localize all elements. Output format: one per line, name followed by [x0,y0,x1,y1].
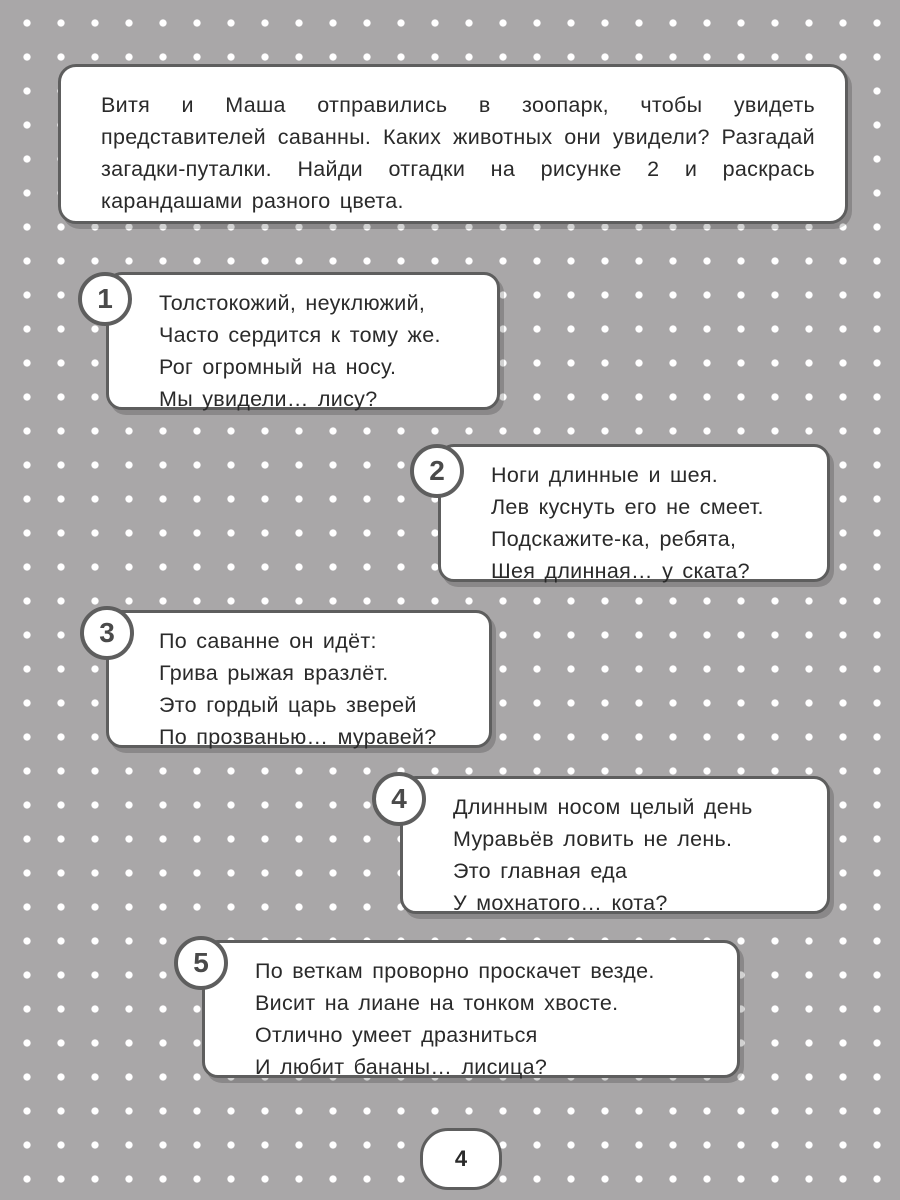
instruction-box [58,64,848,224]
riddle-2-line-2: Лев куснуть его не смеет. [491,495,764,519]
riddle-3-line-1: По саванне он идёт: [159,629,377,653]
riddle-5-line-3: Отлично умеет дразниться [255,1023,538,1047]
riddle-card-2 [438,444,830,582]
riddle-4-line-4: У мохнатого… кота? [453,891,668,915]
riddle-3-line-3: Это гордый царь зверей [159,693,417,717]
riddle-card-3 [106,610,492,748]
riddle-4-line-1: Длинным носом целый день [453,795,753,819]
riddle-number-1: 1 [78,272,132,326]
riddle-5-line-4: И любит бананы… лисица? [255,1055,548,1079]
riddle-1-line-3: Рог огромный на носу. [159,355,397,379]
page-number: 4 [420,1128,502,1190]
riddle-3-line-4: По прозванью… муравей? [159,725,437,749]
instruction-text: Витя и Маша отправились в зоопарк, чтобы увидеть представителей саванны. Каких животных они увидели? Разгадай загадки-путалки. Найди отгадки на рисунке 2 и раскрась карандашами разного цвета. [101,93,815,213]
riddle-5-line-1: По веткам проворно проскачет везде. [255,959,655,983]
riddle-1-line-4: Мы увидели… лису? [159,387,378,411]
riddle-card-1 [106,272,500,410]
riddle-card-4 [400,776,830,914]
riddle-number-5: 5 [174,936,228,990]
riddle-number-2: 2 [410,444,464,498]
riddle-4-line-2: Муравьёв ловить не лень. [453,827,733,851]
riddle-number-3: 3 [80,606,134,660]
riddle-card-5 [202,940,740,1078]
riddle-number-4: 4 [372,772,426,826]
riddle-3-line-2: Грива рыжая вразлёт. [159,661,389,685]
riddle-2-line-4: Шея длинная… у ската? [491,559,750,583]
riddle-2-line-1: Ноги длинные и шея. [491,463,719,487]
riddle-1-line-1: Толстокожий, неуклюжий, [159,291,426,315]
riddle-2-line-3: Подскажите-ка, ребята, [491,527,737,551]
riddle-1-line-2: Часто сердится к тому же. [159,323,441,347]
riddle-4-line-3: Это главная еда [453,859,628,883]
riddle-5-line-2: Висит на лиане на тонком хвосте. [255,991,619,1015]
